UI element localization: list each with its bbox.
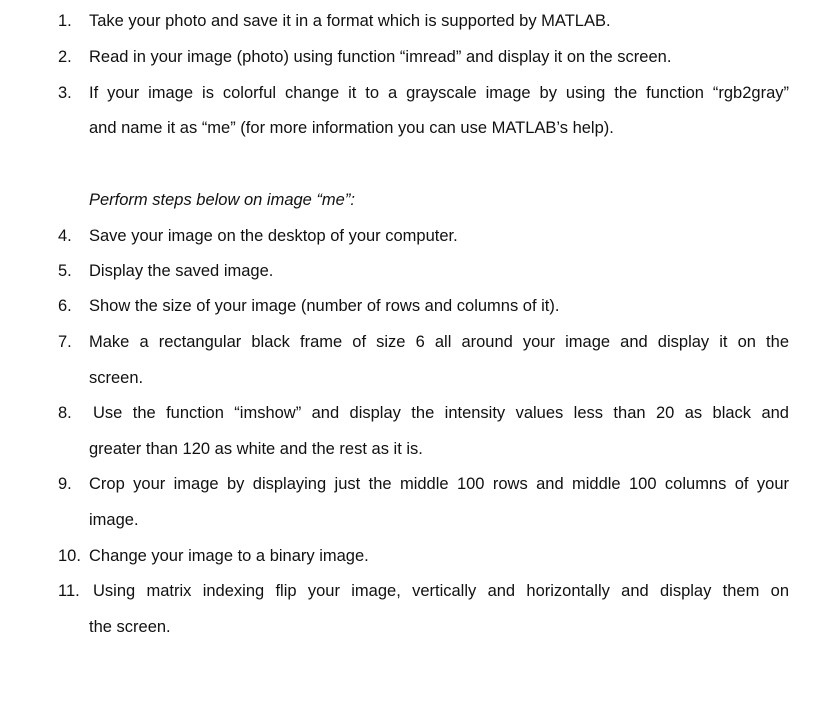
- step-number: 9.: [58, 475, 72, 493]
- step-text: Show the size of your image (number of rows and columns of it).: [89, 297, 560, 315]
- step-text: Make a rectangular black frame of size 6 all around your image and display it on the: [89, 333, 789, 351]
- step-number: 4.: [58, 227, 72, 245]
- step-8-continuation: greater than 120 as white and the rest as it is.: [89, 440, 423, 458]
- step-number: 5.: [58, 262, 72, 280]
- step-number: 8.: [58, 404, 72, 422]
- step-number: 10.: [58, 547, 81, 565]
- step-number: 6.: [58, 297, 72, 315]
- step-number: 7.: [58, 333, 72, 351]
- section-note: Perform steps below on image “me”:: [89, 191, 355, 209]
- step-text: Use the function “imshow” and display the intensity values less than 20 as black and: [93, 404, 789, 422]
- step-text: Crop your image by displaying just the middle 100 rows and middle 100 columns of your: [89, 475, 789, 493]
- step-3-continuation: and name it as “me” (for more information you can use MATLAB’s help).: [89, 119, 614, 137]
- step-text: Display the saved image.: [89, 262, 274, 280]
- step-9-continuation: image.: [89, 511, 139, 529]
- step-7-continuation: screen.: [89, 369, 144, 387]
- step-text: If your image is colorful change it to a grayscale image by using the function “rgb2gray”: [89, 84, 789, 102]
- step-text: Change your image to a binary image.: [89, 547, 369, 565]
- step-number: 11.: [58, 582, 80, 600]
- step-text: Take your photo and save it in a format which is supported by MATLAB.: [89, 12, 611, 30]
- step-number: 2.: [58, 48, 72, 66]
- step-number: 1.: [58, 12, 72, 30]
- step-text: Save your image on the desktop of your computer.: [89, 227, 458, 245]
- step-number: 3.: [58, 84, 72, 102]
- step-text: Read in your image (photo) using function “imread” and display it on the screen.: [89, 48, 672, 66]
- step-text: Using matrix indexing flip your image, vertically and horizontally and display them on: [93, 582, 789, 600]
- step-11-continuation: the screen.: [89, 618, 171, 636]
